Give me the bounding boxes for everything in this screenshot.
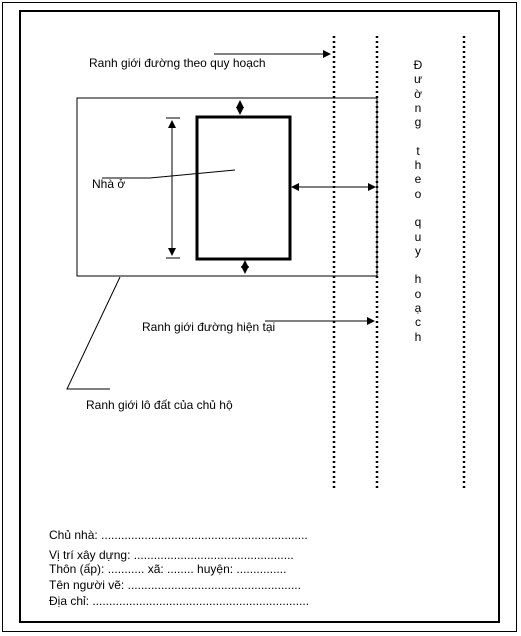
road-label-char: t <box>416 143 420 158</box>
planned-road-boundary-label: Ranh giới đường theo quy hoạch <box>89 56 266 70</box>
road-label-char: ư <box>413 72 423 87</box>
owner-field: Chủ nhà: .............................................................. <box>49 528 308 542</box>
planned-road-vertical-label <box>412 58 424 344</box>
current-road-boundary-label: Ranh giới đường hiện tại <box>142 320 276 334</box>
road-label-char: e <box>414 172 422 187</box>
lot-boundary-label: Ranh giới lô đất của chủ hộ <box>86 398 233 412</box>
village-commune-district-field: Thôn (ấp): ........... xã: ........ huyện: ............... <box>49 562 287 576</box>
road-label-char: Đ <box>413 58 423 72</box>
road-label-char: q <box>414 215 422 230</box>
road-label-char: u <box>414 229 422 244</box>
road-label-char: n <box>414 100 422 115</box>
road-label-char: c <box>415 315 421 330</box>
road-label-char: o <box>414 186 422 201</box>
road-label-char: o <box>414 286 422 301</box>
road-label-char: h <box>414 272 422 287</box>
road-label-char <box>412 258 424 272</box>
road-label-char <box>412 201 424 215</box>
house-rect <box>197 117 290 259</box>
road-label-char: ạ <box>414 301 422 316</box>
road-label-char: y <box>415 243 421 258</box>
construction-location-field: Vị trí xây dựng: ................................................ <box>49 548 294 562</box>
road-label-char <box>412 129 424 143</box>
house-label: Nhà ở <box>92 177 126 191</box>
road-label-char: h <box>414 329 422 344</box>
road-label-char: g <box>414 115 422 130</box>
drafter-name-field: Tên người vẽ: .................................................... <box>49 578 301 592</box>
address-field: Địa chỉ: ................................................................. <box>49 594 310 608</box>
road-label-char: h <box>414 158 422 173</box>
leader-lot <box>67 277 120 389</box>
road-label-char: ờ <box>414 86 422 101</box>
